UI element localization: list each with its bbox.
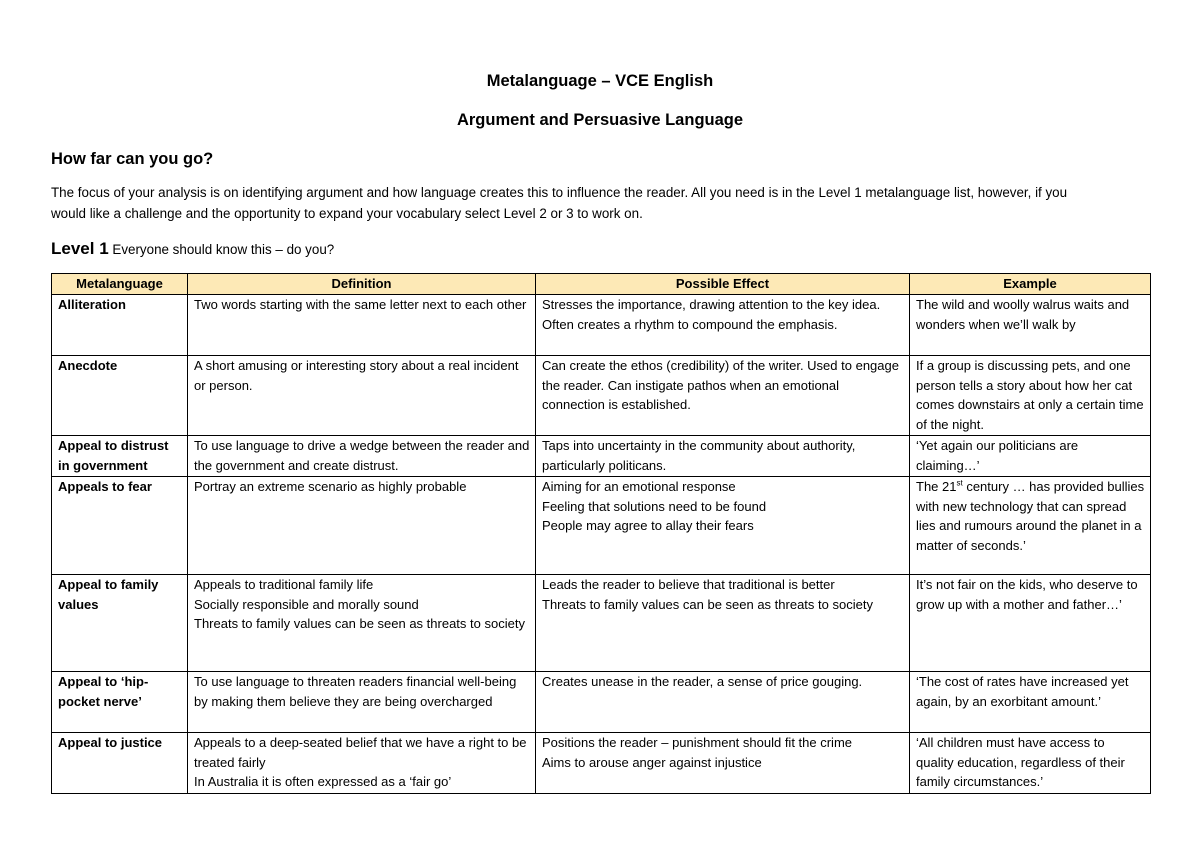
term-cell: Alliteration [52,295,188,356]
metalanguage-table [51,273,1151,794]
level-label: Level 1 [51,239,109,258]
level-tagline: Everyone should know this – do you? [112,242,335,257]
definition-text: Socially responsible and morally sound [194,596,419,612]
effect-text: People may agree to allay their fears [542,518,754,533]
table-row [52,477,1151,575]
definition-cell [188,436,536,477]
effect-text: Creates unease in the reader, a sense of price gouging. [542,674,863,689]
definition-text: Threats to family values can be seen as threats to society [194,616,525,631]
example-text [916,477,1145,555]
effect-text: Threats to family values can be seen as threats to society [542,596,873,612]
example-cell [910,733,1151,794]
effect-cell [536,477,910,575]
definition-text: Appeals to traditional family life [194,577,374,592]
column-header: Metalanguage [52,274,188,295]
example-cell [910,295,1151,356]
definition-text: A short amusing or interesting story about a real incident or person. [194,358,519,393]
example-cell [910,477,1151,575]
example-text-start: The 21 [916,479,957,494]
effect-text: Taps into uncertainty in the community about authority, particularly politicans. [542,438,856,473]
column-header: Possible Effect [536,274,910,295]
intro-line: would like a challenge and the opportunity to expand your vocabulary select Level 2 or 3 to work on. [51,206,643,221]
definition-text: To use language to threaten readers financial well-being by making them believe they are being overcharged [194,674,517,709]
column-header: Example [910,274,1151,295]
effect-text: Leads the reader to believe that traditional is better [542,577,835,592]
term-cell: Appeal to ‘hip-pocket nerve’ [52,672,188,733]
term-cell: Appeals to fear [52,477,188,575]
intro-line: The focus of your analysis is on identifying argument and how language creates this to influence the reader. All you need is in the Level 1 metalanguage list, however, if you [51,185,1068,200]
definition-text: Portray an extreme scenario as highly probable [194,479,467,494]
definition-cell [188,356,536,436]
example-cell [910,356,1151,436]
example-text: ‘The cost of rates have increased yet again, by an exorbitant amount.’ [916,674,1129,709]
example-text: If a group is discussing pets, and one person tells a story about how her cat comes downstairs at only a certain time of the night. [916,358,1144,432]
example-cell [910,672,1151,733]
effect-text: Stresses the importance, drawing attention to the key idea. Often creates a rhythm to compound the emphasis. [542,297,881,332]
effect-cell [536,575,910,672]
example-cell [910,575,1151,672]
effect-text: Positions the reader – punishment should fit the crime [542,735,853,750]
document-subtitle: Argument and Persuasive Language [456,111,744,129]
term-cell: Anecdote [52,356,188,436]
effect-cell [536,436,910,477]
effect-cell [536,672,910,733]
table-header-row [52,274,1151,295]
column-header: Definition [188,274,536,295]
definition-cell [188,672,536,733]
definition-cell [188,575,536,672]
effect-text: Aiming for an emotional response [542,479,736,494]
definition-text: Appeals to a deep-seated belief that we have a right to be treated fairly [194,735,527,770]
term-cell: Appeal to family values [52,575,188,672]
table-row [52,733,1151,794]
definition-cell [188,477,536,575]
example-text: ‘All children must have access to quality education, regardless of their family circumstances.’ [916,735,1125,789]
table-row [52,672,1151,733]
example-text: The wild and woolly walrus waits and wonders when we’ll walk by [916,297,1130,332]
table-row [52,356,1151,436]
example-text: ‘Yet again our politicians are claiming…’ [916,438,1079,473]
effect-text: Feeling that solutions need to be found [542,498,767,514]
example-text-rest: century … has provided bullies with new technology that can spread lies and rumours around the planet in a matter of seconds.’ [916,479,1145,553]
definition-cell [188,733,536,794]
term-cell: Appeal to distrust in government [52,436,188,477]
level-heading [51,237,334,262]
table-row [52,295,1151,356]
table-row [52,436,1151,477]
example-text: It’s not fair on the kids, who deserve to grow up with a mother and father…’ [916,577,1138,612]
definition-text: Two words starting with the same letter next to each other [194,297,527,312]
definition-cell [188,295,536,356]
definition-text: To use language to drive a wedge between the reader and the government and create distrust. [194,438,530,473]
table-row [52,575,1151,672]
document-title: Metalanguage – VCE English [486,72,714,90]
definition-text: In Australia it is often expressed as a ‘fair go’ [194,774,452,789]
effect-text: Can create the ethos (credibility) of the writer. Used to engage the reader. Can instigate pathos when an emotional connection is established. [542,358,899,412]
effect-text: Aims to arouse anger against injustice [542,754,762,770]
section-heading: How far can you go? [51,150,214,168]
effect-cell [536,733,910,794]
term-cell: Appeal to justice [52,733,188,794]
effect-cell [536,356,910,436]
ordinal-suffix: st [956,478,963,488]
intro-paragraph [51,182,1151,224]
effect-cell [536,295,910,356]
example-cell [910,436,1151,477]
